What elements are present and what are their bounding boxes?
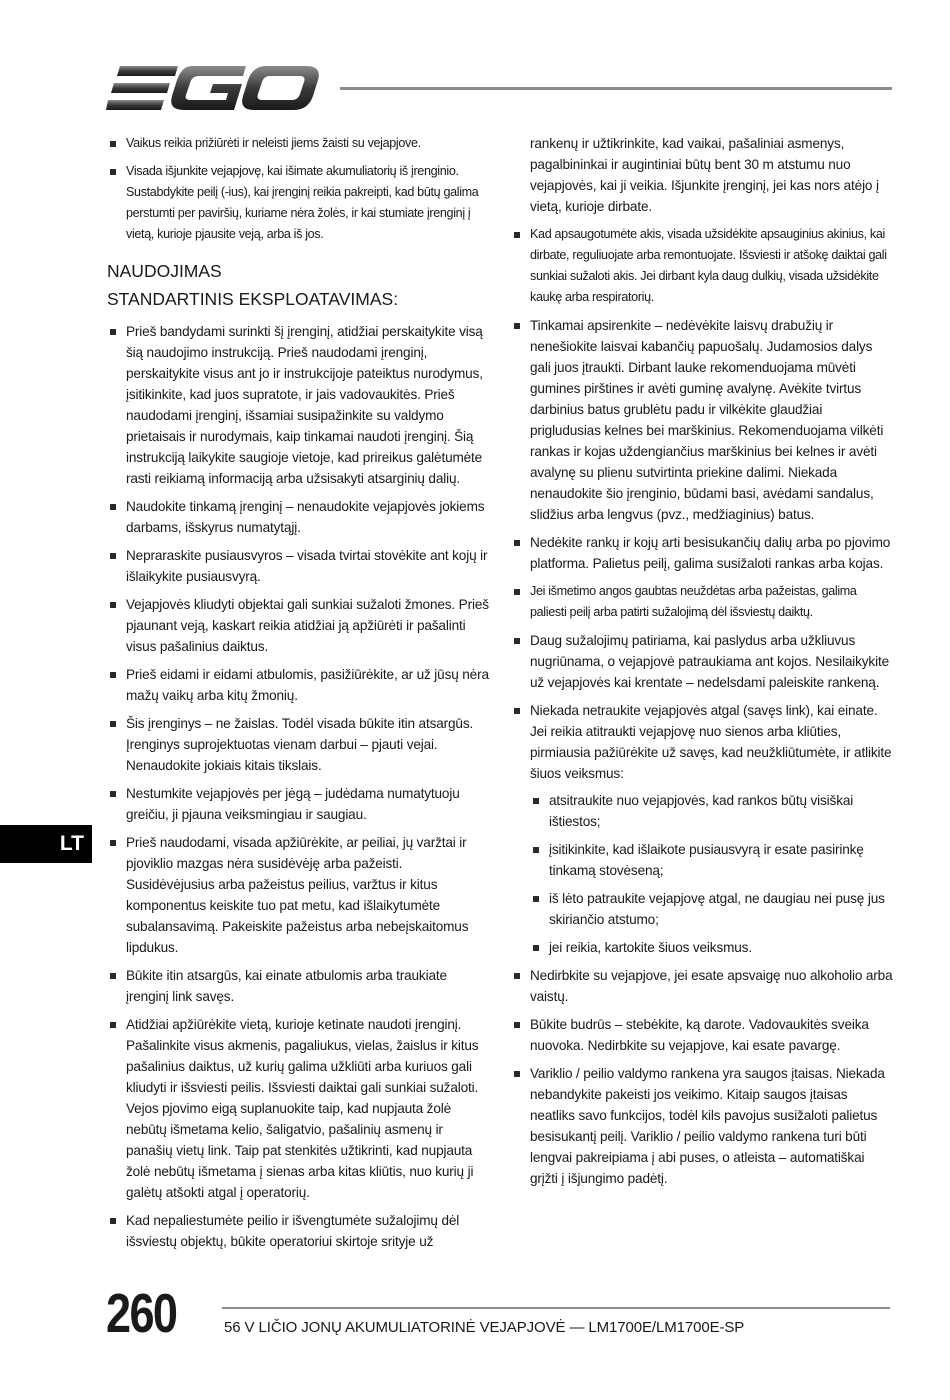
list-item: Nedirbkite su vejapjove, jei esate apsvaigę nuo alkoholio arba vaistų. xyxy=(511,965,893,1007)
ego-logo-icon xyxy=(106,62,320,114)
list-item: Atidžiai apžiūrėkite vietą, kurioje ketinate naudoti įrenginį. Pašalinkite visus akmenis, pagaliukus, vielas, žaislus ir kitus pašalinius daiktus, už kurių galima užkliūti arba kuriuos gali kliudyti ir išsviesti peilis. Išsviesti daiktai gali sunkiai sužaloti. Vejos pjovimo eigą suplanuokite taip, kad nupjauta žolė nebūtų išmetama kelio, šaligatvio, pašalinių asmenų ir panašių vietų link. Taip pat stenkitės užtikrinti, kad nupjauta žolė nebūtų išmetama į sienas arba kitas kliūtis, nuo kurių ji galėtų atšokti atgal į operatorių. xyxy=(107,1014,489,1203)
list-item: Naudokite tinkamą įrenginį – nenaudokite vejapjovės jokiems darbams, išskyrus numatytąjį. xyxy=(107,496,489,538)
sub-list xyxy=(530,790,893,958)
list-item: Kad nepaliestumėte peilio ir išvengtumėte sužalojimų dėl išsviestų objektų, būkite operatoriui skirtoje srityje už xyxy=(107,1210,489,1252)
list-item: Būkite itin atsargūs, kai einate atbulomis arba traukiate įrenginį link savęs. xyxy=(107,965,489,1007)
list-item: Kad apsaugotumėte akis, visada užsidėkite apsauginius akinius, kai dirbate, reguliuojate arba remontuojate. Išsviesti ir atšokę daiktai gali sunkiai sužaloti akis. Jei dirbant kyla daug dulkių, visada užsidėkite kaukę arba respiratorių. xyxy=(511,224,893,308)
list-item: Variklio / peilio valdymo rankena yra saugos įtaisas. Niekada nebandykite pakeisti jos veikimo. Kitaip saugos įtaisas neatliks savo funkcijos, todėl kils pavojus susižaloti palietus besisukantį peilį. Variklio / peilio valdymo rankena turi būti lengvai pakreipiama į abi puses, o atleista – automatiškai grįžti į išjungimo padėtį. xyxy=(511,1063,893,1189)
left-main-list xyxy=(107,321,489,1252)
list-item-continuation: rankenų ir užtikrinkite, kad vaikai, pašaliniai asmenys, pagalbininkai ir augintiniai būtų bent 30 m atstumu nuo vejapjovės, kai ji veikia. Išjunkite įrenginį, jei kas nors atėjo į vietą, kurioje dirbate. xyxy=(530,136,879,214)
heading-line-2: STANDARTINIS EKSPLOATAVIMAS: xyxy=(107,289,399,309)
sub-list-item: jei reikia, kartokite šiuos veiksmus. xyxy=(530,937,893,958)
list-item: Prieš naudodami, visada apžiūrėkite, ar peiliai, jų varžtai ir pjoviklio mazgas nėra susidėvėję arba pažeisti. Susidėvėjusius arba pažeistus peilius, varžtus ir kitus komponentus keiskite tuo pat metu, kad išlaikytumėte subalansavimą. Pakeiskite pažeistus arba nebeįskaitomus lipdukus. xyxy=(107,832,489,958)
list-item: Šis įrenginys – ne žaislas. Todėl visada būkite itin atsargūs. Įrenginys suprojektuotas vienam darbui – pjauti vejai. Nenaudokite jokiais kitais tikslais. xyxy=(107,713,489,776)
list-item: Nepraraskite pusiausvyros – visada tvirtai stovėkite ant kojų ir išlaikykite pusiausvyrą. xyxy=(107,545,489,587)
language-tab: LT xyxy=(0,825,92,863)
left-column xyxy=(107,133,489,1259)
left-top-list xyxy=(107,133,489,245)
list-item: Tinkamai apsirenkite – nedėvėkite laisvų drabužių ir nenešiokite laisvai kabančių papuošalų. Judamosios dalys gali juos įtraukti. Dirbant lauke rekomenduojama mūvėti gumines pirštines ir avėti guminę avalynę. Avėkite tvirtus darbinius batus grublėtu padu ir vilkėkite glaudžiai prigludusias kelnes bei marškinius. Rekomenduojama vilkėti rankas ir kojas uždengiančius marškinius bei kelnes ir avėti avalynę su plienu sutvirtinta priekine dalimi. Niekada nenaudokite šio įrenginio, būdami basi, avėdami sandalus, slidžius arba lengvus (pvz., medžiaginius) batus. xyxy=(511,315,893,525)
footer-title: 56 V LIČIO JONŲ AKUMULIATORINĖ VEJAPJOVĖ — LM1700E/LM1700E-SP xyxy=(224,1319,745,1336)
sub-list-item: atsitraukite nuo vejapjovės, kad rankos būtų visiškai ištiestos; xyxy=(530,790,893,832)
sub-list-item: iš lėto patraukite vejapjovę atgal, ne daugiau nei pusę jus skiriančio atstumo; xyxy=(530,888,893,930)
list-item: Nedėkite rankų ir kojų arti besisukančių dalių arba po pjovimo platforma. Palietus peilį, galima susižaloti rankas arba kojas. xyxy=(511,532,893,574)
list-item xyxy=(511,700,893,958)
list-item: Prieš bandydami surinkti šį įrenginį, atidžiai perskaitykite visą šią naudojimo instrukciją. Prieš naudodami įrenginį, perskaitykite visus ant jo ir instrukcijoje pateiktus nurodymus, įsitikinkite, kad juos supratote, ir jais vadovaukitės. Prieš naudodami įrenginį, išsamiai susipažinkite su valdymo prietaisais ir nurodymais, kaip tinkamai naudoti įrenginį. Šią instrukciją laikykite saugioje vietoje, kad prireikus galėtumėte rasti reikiamą informaciją arba užsisakyti atsarginių dalių. xyxy=(107,321,489,489)
right-list-a xyxy=(511,133,893,1189)
list-item: Vaikus reikia prižiūrėti ir neleisti jiems žaisti su vejapjove. xyxy=(107,133,489,154)
list-item: Visada išjunkite vejapjovę, kai išimate akumuliatorių iš įrenginio. Sustabdykite peilį (-ius), kai įrenginį reikia pakreipti, kad būtų galima perstumti per paviršių, kuriame nėra žolės, ir kai stumiate įrenginį į vietą, kurioje pjausite veją, arba iš jos. xyxy=(107,161,489,245)
list-item: Prieš eidami ir eidami atbulomis, pasižiūrėkite, ar už jūsų nėra mažų vaikų arba kitų žmonių. xyxy=(107,664,489,706)
footer-rule xyxy=(222,1307,890,1309)
header-rule xyxy=(340,87,892,90)
list-item: Nestumkite vejapjovės per jėgą – judėdama numatytuoju greičiu, ji pjauna veiksmingiau ir saugiau. xyxy=(107,783,489,825)
page-number: 260 xyxy=(106,1282,177,1344)
list-item: Daug sužalojimų patiriama, kai paslydus arba užkliuvus nugriūnama, o vejapjovė patraukiama ant kojos. Nesilaikykite už vejapjovės kai krentate – nedelsdami paleiskite rankeną. xyxy=(511,630,893,693)
list-item: Vejapjovės kliudyti objektai gali sunkiai sužaloti žmones. Prieš pjaunant veją, kaskart reikia atidžiai ją apžiūrėti ir pašalinti visus pašalinius daiktus. xyxy=(107,594,489,657)
heading-line-1: NAUDOJIMAS xyxy=(107,261,222,281)
sub-list-item: įsitikinkite, kad išlaikote pusiausvyrą ir esate pasirinkę tinkamą stovėseną; xyxy=(530,839,893,881)
list-item: Jei išmetimo angos gaubtas neuždėtas arba pažeistas, galima paliesti peilį arba patirti sužalojimą dėl išsviestų daiktų. xyxy=(511,581,893,623)
list-item: Būkite budrūs – stebėkite, ką darote. Vadovaukitės sveika nuovoka. Nedirbkite su vejapjove, kai esate pavargę. xyxy=(511,1014,893,1056)
list-item-text: Niekada netraukite vejapjovės atgal (savęs link), kai einate. Jei reikia atitraukti vejapjovę nuo sienos arba kliūties, pirmiausia pažiūrėkite už savęs, kad neužkliūtumėte, ir atlikite šiuos veiksmus: xyxy=(530,703,892,781)
section-heading xyxy=(107,257,489,313)
right-column xyxy=(511,133,893,1196)
